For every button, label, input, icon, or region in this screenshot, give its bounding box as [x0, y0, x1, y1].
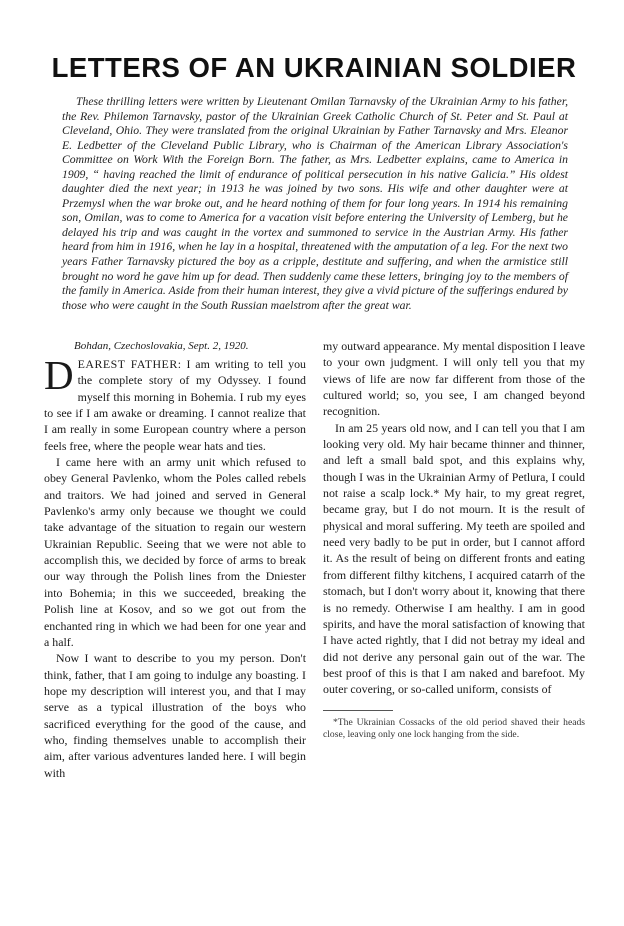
footnote: *The Ukrainian Cossacks of the old period shaved their heads close, leaving only one lock hanging from the side. [323, 716, 585, 740]
drop-cap: D [44, 352, 74, 398]
right-column [323, 338, 585, 741]
letter-paragraph-1-text: I am writing to tell you the complete story of my Odyssey. I found myself this morning in Bohemia. I rub my eyes to see if I am awake or dreaming. I cannot realize that I am really in some European country where a person feels free, where the people wear hats and ties. [44, 357, 306, 453]
letter-paragraph-3: Now I want to describe to you my person. Don't think, father, that I am going to indulge any boasting. I hope my description will interest you, and that I may serve as a typical illustration of the boys who sacrificed everything for the good of the cause, and who, finding themselves unable to accomplish their aim, after various adventures landed here. I will begin with [44, 651, 306, 780]
letter-paragraph-4: In am 25 years old now, and I can tell you that I am looking very old. My hair became thinner and thinner, and left a small bald spot, and this explains why, though I was in the Ukrainian Army of Petlura, I could not raise a scalp lock.* My hair, to my great regret, became gray, but I do not mourn. It is the result of physical and moral suffering. My teeth are spoiled and need very badly to be put in order, but I cannot afford it. As the result of being on different fronts and eating from different filthy kitchens, I acquired catarrh of the stomach, but I don't worry about it, knowing that there is no remedy. Otherwise I am healthy. I am in good spirits, and have the moral satisfaction of knowing that I have acted rightly, that I did not betray my ideal and did not derive any personal gain out of the war. The best proof of this is that I am naked and barefoot. My outer covering, or so-called uniform, consists of [323, 420, 585, 697]
footnote-divider [323, 710, 393, 711]
letter-salutation: EAREST FATHER: [77, 357, 182, 371]
letter-dateline: Bohdan, Czechoslovakia, Sept. 2, 1920. [74, 340, 249, 352]
letter-paragraph-1 [44, 352, 306, 454]
article-title: LETTERS OF AN UKRAINIAN SOLDIER [51, 52, 577, 83]
left-column [44, 338, 306, 781]
letter-paragraph-2: I came here with an army unit which refused to obey General Pavlenko, whom the Poles called rebels and traitors. We had joined and served in General Pavlenko's army only because we thought we could take advantage of the situation to regain our western Ukrainian Republic. Seeing that we were not able to accomplish this, we decided by force of arms to break our way through the Polish lines from the Dniester into Bohemia; in this we succeeded, breaking the Polish line at Kosov, and so we got out from the enchanted ring in which we had been for one year and a half. [44, 455, 306, 649]
intro-paragraph: These thrilling letters were written by Lieutenant Omilan Tarnavsky of the Ukrainian Army to his father, the Rev. Philemon Tarnavsky, pastor of the Ukrainian Greek Catholic Church of St. Peter and St. Paul at Cleveland, Ohio. They were translated from the original Ukrainian by Father Tarnavsky and Mrs. Eleanor E. Ledbetter of the Cleveland Public Library, who is Chairman of the American Library Association's Committee on Work With the Foreign Born. The father, as Mrs. Ledbetter explains, came to America in 1909, “ having reached the limit of endurance of political persecution in his native Galicia.” His oldest daughter died the next year; in 1913 he was joined by two sons. His wife and other daughter were at Przemysl when the war broke out, and he heard nothing of them for four long years. In 1914 his remaining son, Omilan, was to come to America for a vacation visit before entering the University of Lemberg, but he delayed his trip and was caught in the vortex and summoned to service in the Austrian Army. His father heard from him in 1916, when he lay in a hospital, threatened with the amputation of a leg. For the next two years Father Tarnavsky pictured the boy as a cripple, destitute and suffering, and when the armistice still brought no word he gave him up for dead. Then suddenly came these letters, bringing joy to the members of the family in America. Aside from their human interest, they give a vivid picture of the sufferings endured by those who were caught in the South Russian maelstrom after the great war. [62, 95, 568, 312]
letter-paragraph-3-continued: my outward appearance. My mental disposition I leave to your own judgment. I will only tell you that my views of life are now far different from those of the cultured world; so, you see, I am changed beyond recognition. [323, 339, 585, 419]
